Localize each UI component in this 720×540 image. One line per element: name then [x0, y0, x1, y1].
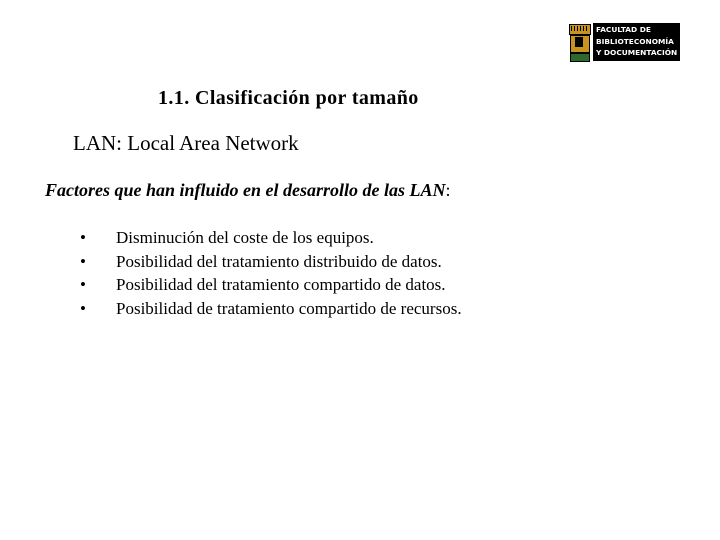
- list-item-text: Posibilidad del tratamiento distribuido de datos.: [116, 251, 442, 271]
- factors-colon: :: [445, 180, 451, 200]
- slide-subtitle: LAN: Local Area Network: [73, 131, 299, 155]
- logo-line: BIBLIOTECONOMÍA: [596, 36, 674, 46]
- bullet-icon: •: [80, 275, 86, 294]
- factors-list: [80, 228, 462, 322]
- logo-line: Y DOCUMENTACIÓN: [596, 48, 678, 58]
- bullet-icon: •: [80, 228, 86, 247]
- bullet-icon: •: [80, 298, 86, 318]
- faculty-logo-text: [593, 23, 680, 61]
- faculty-logo: [568, 23, 680, 61]
- slide-title: 1.1. Clasificación por tamaño: [158, 87, 419, 109]
- factors-heading: [45, 180, 451, 201]
- list-item-text: Posibilidad de tratamiento compartido de recursos.: [116, 298, 462, 318]
- list-item: [80, 299, 462, 323]
- faculty-emblem-icon: [568, 23, 590, 61]
- bullet-icon: •: [80, 251, 86, 271]
- list-item: [80, 252, 462, 276]
- list-item: [80, 228, 462, 252]
- logo-line: FACULTAD DE: [596, 25, 651, 34]
- factors-lead: Factores que han influido en el desarrollo de las LAN: [45, 180, 446, 200]
- list-item-text: Disminución del coste de los equipos.: [116, 228, 374, 247]
- list-item: [80, 275, 462, 299]
- list-item-text: Posibilidad del tratamiento compartido de datos.: [116, 275, 446, 294]
